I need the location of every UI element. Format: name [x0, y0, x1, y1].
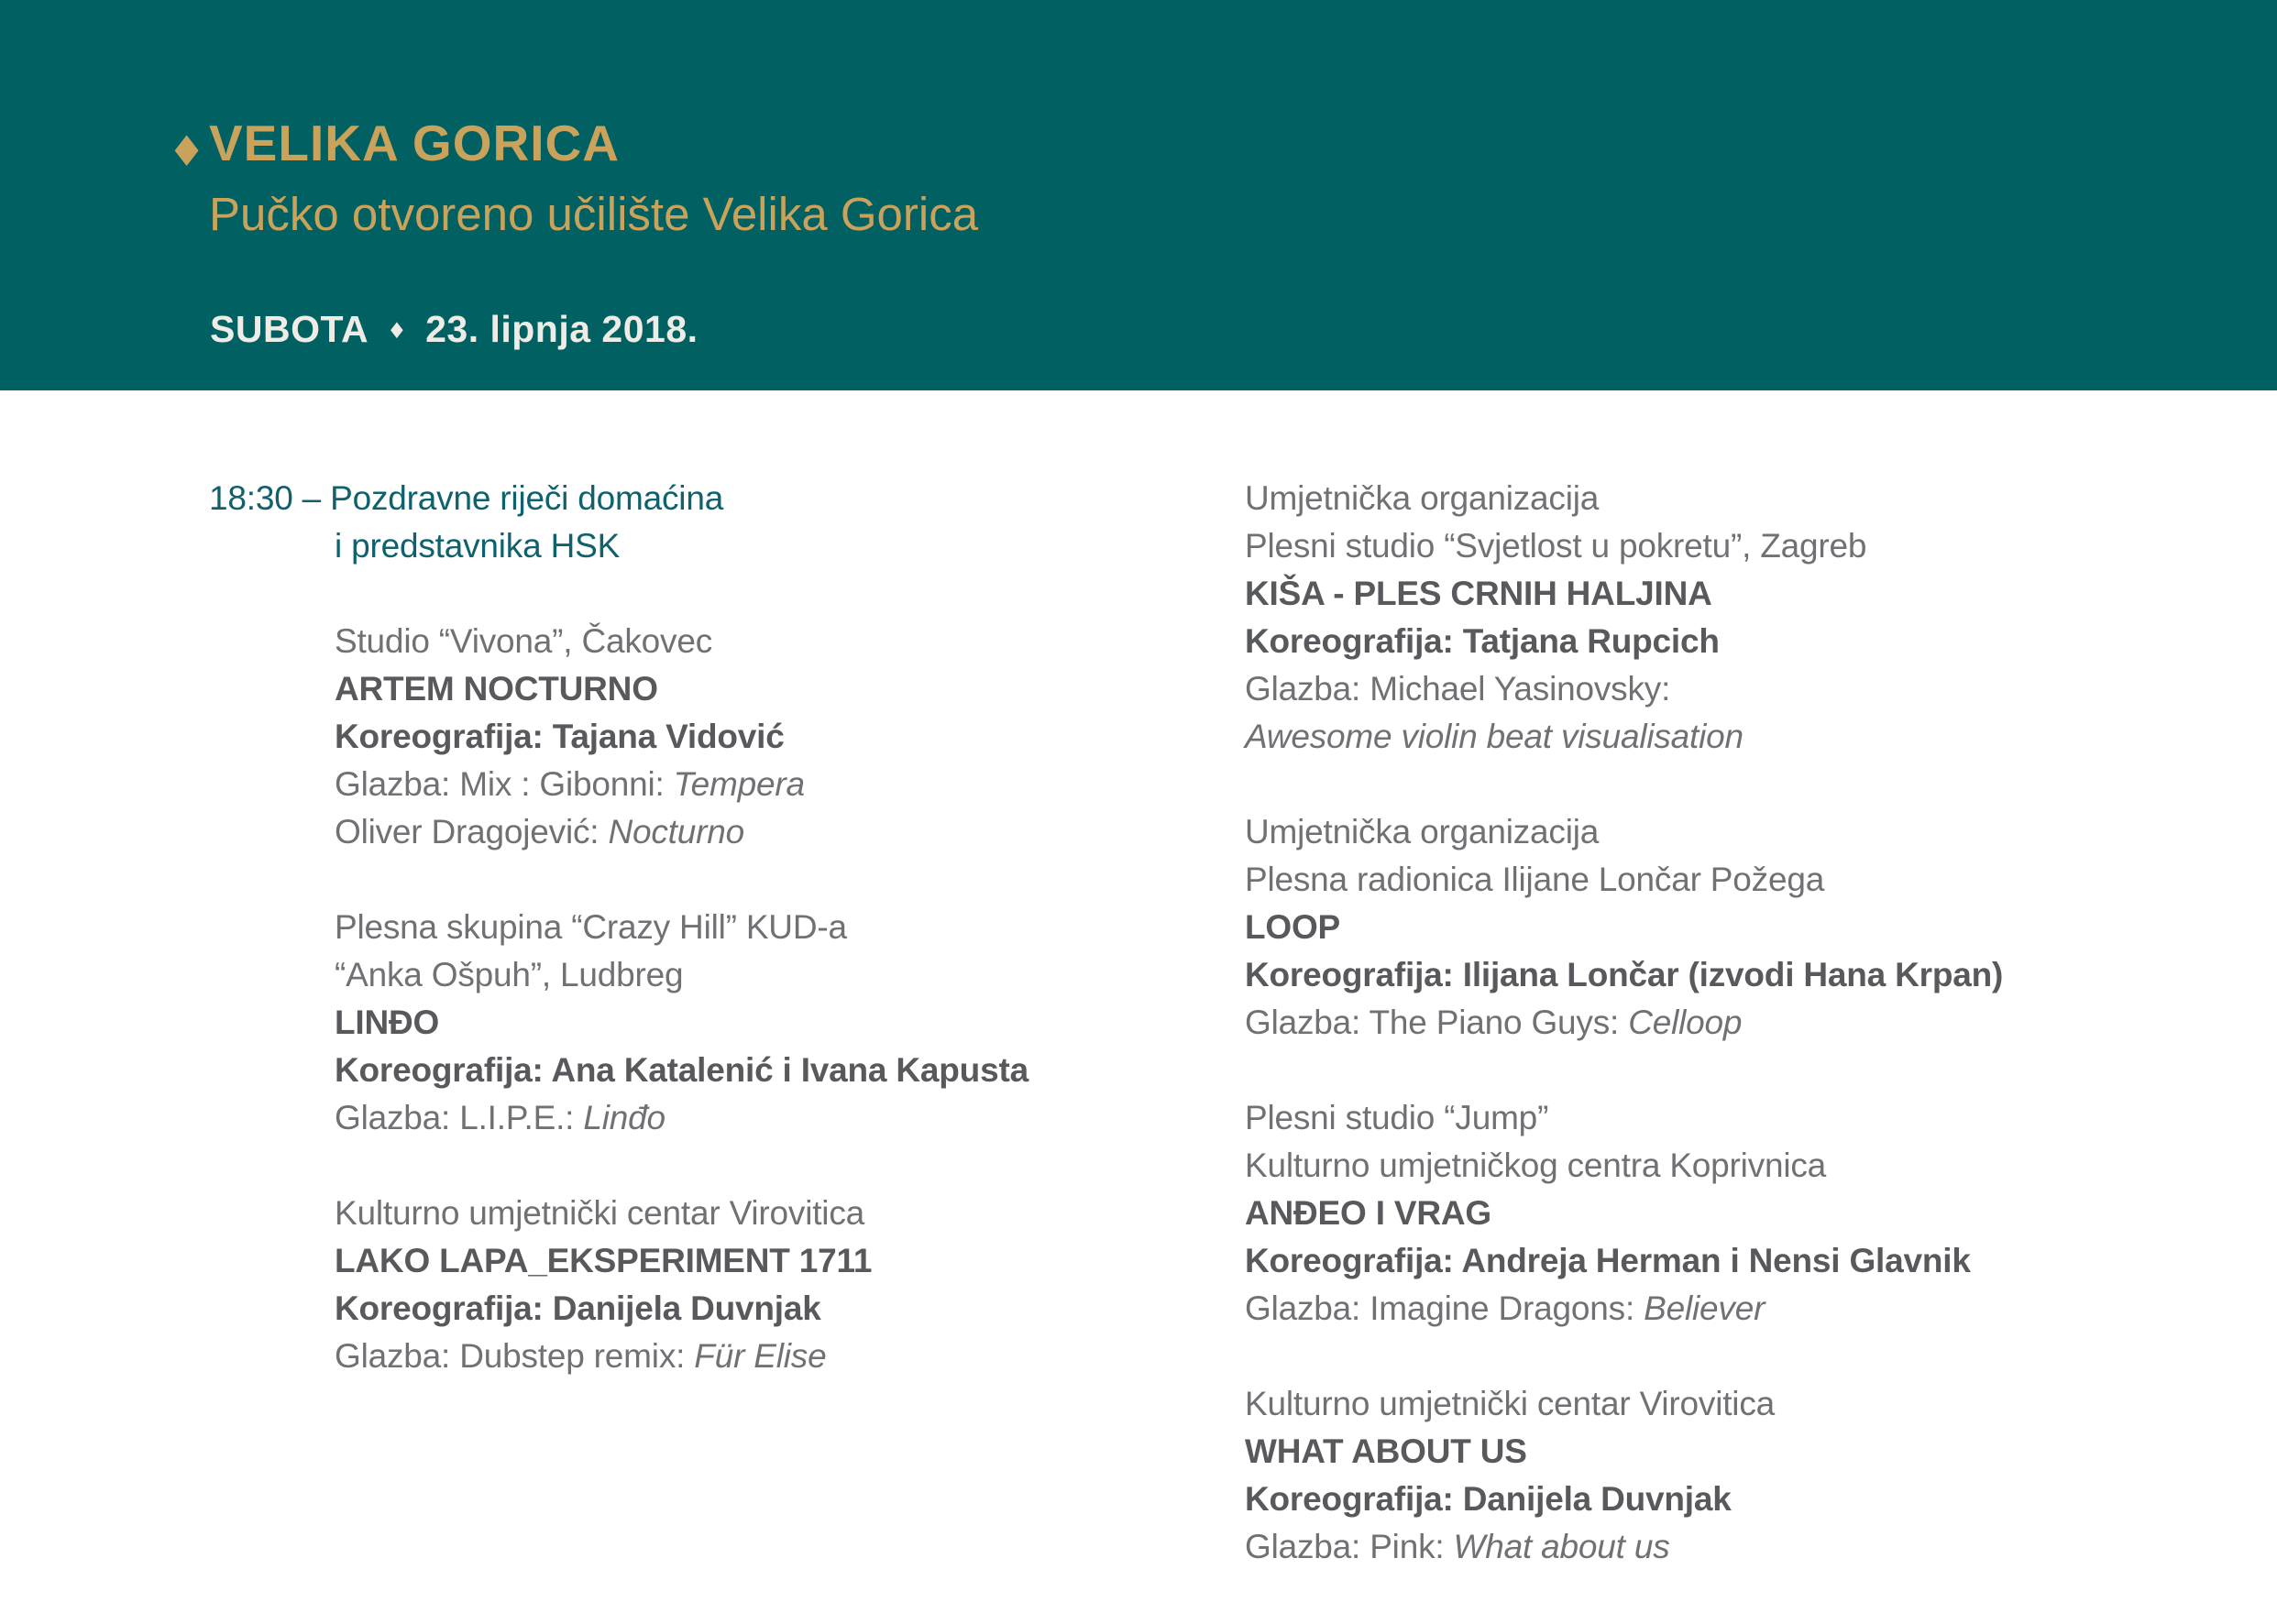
text-segment: Glazba: The Piano Guys:	[1245, 1004, 1629, 1041]
text-segment: Tempera	[673, 765, 805, 803]
intro-block	[209, 475, 1190, 570]
page-title: VELIKA GORICA	[209, 115, 620, 171]
date-line	[210, 308, 698, 351]
program-line	[335, 1190, 1190, 1237]
program-line	[1245, 904, 2253, 951]
diamond-icon: ♦	[168, 126, 206, 176]
act-block	[1245, 475, 2253, 761]
program-line	[1245, 475, 2253, 522]
program-line	[335, 951, 1190, 999]
program-line	[1245, 1380, 2253, 1428]
text-segment: LAKO LAPA_EKSPERIMENT 1711	[335, 1242, 873, 1279]
text-segment: Umjetnička organizacija	[1245, 479, 1600, 517]
act-block	[335, 1190, 1190, 1380]
program-line	[1245, 808, 2253, 856]
text-segment: Linđo	[583, 1099, 666, 1136]
program-line	[335, 1094, 1190, 1142]
program-line	[1245, 522, 2253, 570]
text-segment: Glazba: Dubstep remix:	[335, 1337, 695, 1375]
text-segment: Koreografija: Ilijana Lončar (izvodi Hana Krpan)	[1245, 956, 2004, 993]
program-line	[1245, 999, 2253, 1047]
program-line	[335, 618, 1190, 665]
text-segment: Koreografija: Andreja Herman i Nensi Glavnik	[1245, 1242, 1971, 1279]
act-block	[1245, 1380, 2253, 1571]
text-segment: KIŠA - PLES CRNIH HALJINA	[1245, 575, 1712, 612]
text-segment: Für Elise	[694, 1337, 827, 1375]
text-segment: Koreografija: Tatjana Rupcich	[1245, 622, 1720, 660]
time-label: 18:30 –	[209, 479, 331, 517]
text-segment: ANĐEO I VRAG	[1245, 1194, 1491, 1232]
text-segment: Koreografija: Danijela Duvnjak	[335, 1289, 821, 1327]
program-line	[1245, 1190, 2253, 1237]
day-label: SUBOTA	[210, 308, 369, 350]
program-line	[335, 665, 1190, 713]
text-segment: Oliver Dragojević:	[335, 813, 609, 850]
program-line	[1245, 951, 2253, 999]
program-line	[1245, 618, 2253, 665]
text-segment: Glazba: Pink:	[1245, 1528, 1454, 1565]
program-line	[1245, 570, 2253, 618]
text-segment: Koreografija: Danijela Duvnjak	[1245, 1480, 1732, 1518]
program-line	[335, 1285, 1190, 1333]
header-band	[0, 0, 2277, 390]
act-block	[335, 618, 1190, 856]
program-line	[1245, 1094, 2253, 1142]
text-segment: What about us	[1453, 1528, 1670, 1565]
program-line: i predstavnika HSK	[335, 527, 621, 565]
diamond-icon: ♦	[387, 317, 408, 344]
program-line	[1245, 1428, 2253, 1476]
text-segment: Glazba: Imagine Dragons:	[1245, 1289, 1644, 1327]
text-segment: Celloop	[1628, 1004, 1743, 1041]
program-line	[1245, 1523, 2253, 1571]
text-segment: Glazba: Michael Yasinovsky:	[1245, 670, 1671, 708]
program-column-right	[1245, 475, 2253, 1619]
text-segment: LOOP	[1245, 908, 1341, 946]
text-segment: Umjetnička organizacija	[1245, 813, 1600, 850]
program-line	[335, 713, 1190, 761]
program-line	[335, 808, 1190, 856]
program-line	[335, 1237, 1190, 1285]
program-line	[335, 1047, 1190, 1094]
text-segment: “Anka Ošpuh”, Ludbreg	[335, 956, 684, 993]
text-segment: Studio “Vivona”, Čakovec	[335, 622, 713, 660]
text-segment: Glazba: Mix : Gibonni:	[335, 765, 674, 803]
act-block	[335, 904, 1190, 1142]
text-segment: Koreografija: Ana Katalenić i Ivana Kapusta	[335, 1051, 1028, 1089]
text-segment: ARTEM NOCTURNO	[335, 670, 658, 708]
text-segment: LINĐO	[335, 1004, 440, 1041]
program-line	[1245, 1285, 2253, 1333]
program-line	[335, 1333, 1190, 1380]
text-segment: Awesome violin beat visualisation	[1245, 718, 1744, 755]
act-block	[1245, 808, 2253, 1047]
program-line	[335, 999, 1190, 1047]
program-line	[1245, 1237, 2253, 1285]
program-line	[1245, 1476, 2253, 1523]
act-block	[1245, 1094, 2253, 1333]
program-line	[335, 761, 1190, 808]
text-segment: WHAT ABOUT US	[1245, 1432, 1527, 1470]
text-segment: Plesni studio “Jump”	[1245, 1099, 1549, 1136]
program-line	[1245, 856, 2253, 904]
text-segment: Kulturno umjetničkog centra Koprivnica	[1245, 1147, 1827, 1184]
text-segment: Plesna skupina “Crazy Hill” KUD-a	[335, 908, 847, 946]
date-label: 23. lipnja 2018.	[425, 308, 698, 350]
venue-subtitle: Pučko otvoreno učilište Velika Gorica	[209, 188, 979, 240]
text-segment: Plesna radionica Ilijane Lončar Požega	[1245, 861, 1825, 898]
program-line	[1245, 665, 2253, 713]
text-segment: Koreografija: Tajana Vidović	[335, 718, 785, 755]
program-line	[335, 904, 1190, 951]
text-segment: Kulturno umjetnički centar Virovitica	[335, 1194, 865, 1232]
program-line: 18:30 – Pozdravne riječi domaćina	[209, 479, 724, 517]
text-segment: Plesni studio “Svjetlost u pokretu”, Zagreb	[1245, 527, 1867, 565]
text-segment: Kulturno umjetnički centar Virovitica	[1245, 1385, 1776, 1422]
program-column-left	[209, 475, 1190, 1428]
text-segment: Glazba: L.I.P.E.:	[335, 1099, 584, 1136]
program-line	[1245, 713, 2253, 761]
program-line	[1245, 1142, 2253, 1190]
text-segment: Nocturno	[608, 813, 744, 850]
text-segment: Believer	[1644, 1289, 1766, 1327]
